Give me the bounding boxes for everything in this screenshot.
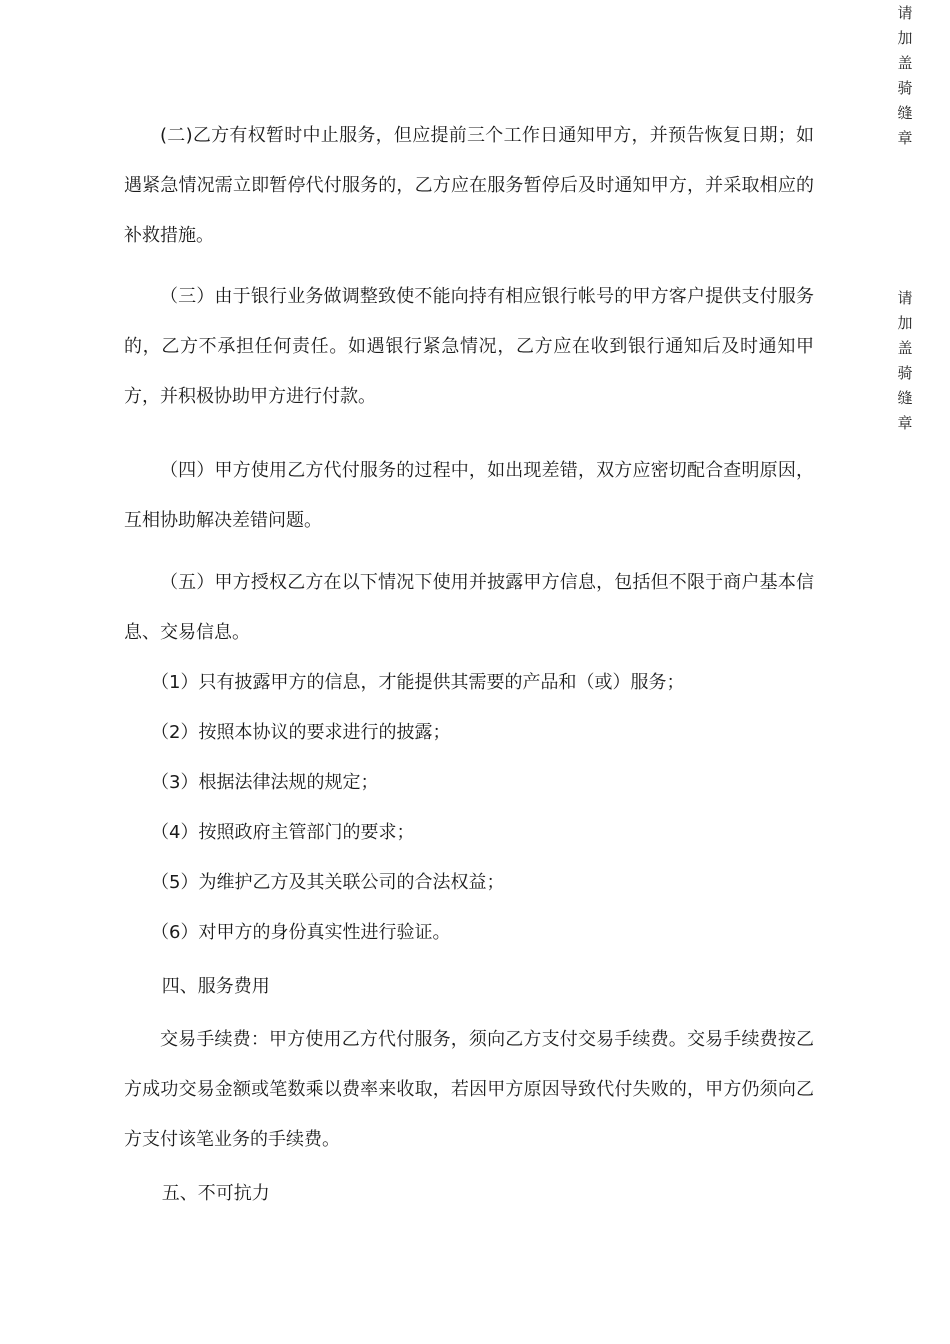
- seal-margin-note: 请 加 盖 骑 缝 章: [897, 4, 913, 147]
- paragraph-clause-5: （五）甲方授权乙方在以下情况下使用并披露甲方信息，包括但不限于商户基本信息、交易信息。: [124, 572, 814, 643]
- list-item: （6）对甲方的身份真实性进行验证。: [151, 922, 451, 943]
- seal-margin-note: 请 加 盖 骑 缝 章: [897, 289, 913, 432]
- paragraph-clause-4: （四）甲方使用乙方代付服务的过程中，如出现差错，双方应密切配合查明原因，互相协助解决差错问题。: [124, 460, 814, 531]
- paragraph-clause-2: (二)乙方有权暂时中止服务，但应提前三个工作日通知甲方，并预告恢复日期；如遇紧急情况需立即暂停代付服务的，乙方应在服务暂停后及时通知甲方，并采取相应的补救措施。: [124, 125, 814, 246]
- list-item: （3）根据法律法规的规定；: [151, 772, 379, 793]
- section-heading-force-majeure: 五、不可抗力: [161, 1183, 270, 1204]
- paragraph-clause-3: （三）由于银行业务做调整致使不能向持有相应银行帐号的甲方客户提供支付服务的，乙方不承担任何责任。如遇银行紧急情况，乙方应在收到银行通知后及时通知甲方，并积极协助甲方进行付款。: [124, 286, 814, 407]
- section-heading-fees: 四、服务费用: [161, 976, 270, 997]
- list-item: （2）按照本协议的要求进行的披露；: [151, 722, 451, 743]
- paragraph-fees: 交易手续费：甲方使用乙方代付服务，须向乙方支付交易手续费。交易手续费按乙方成功交易金额或笔数乘以费率来收取，若因甲方原因导致代付失败的，甲方仍须向乙方支付该笔业务的手续费。: [124, 1029, 814, 1150]
- list-item: （5）为维护乙方及其关联公司的合法权益；: [151, 872, 505, 893]
- list-item: （1）只有披露甲方的信息，才能提供其需要的产品和（或）服务；: [151, 672, 685, 693]
- list-item: （4）按照政府主管部门的要求；: [151, 822, 415, 843]
